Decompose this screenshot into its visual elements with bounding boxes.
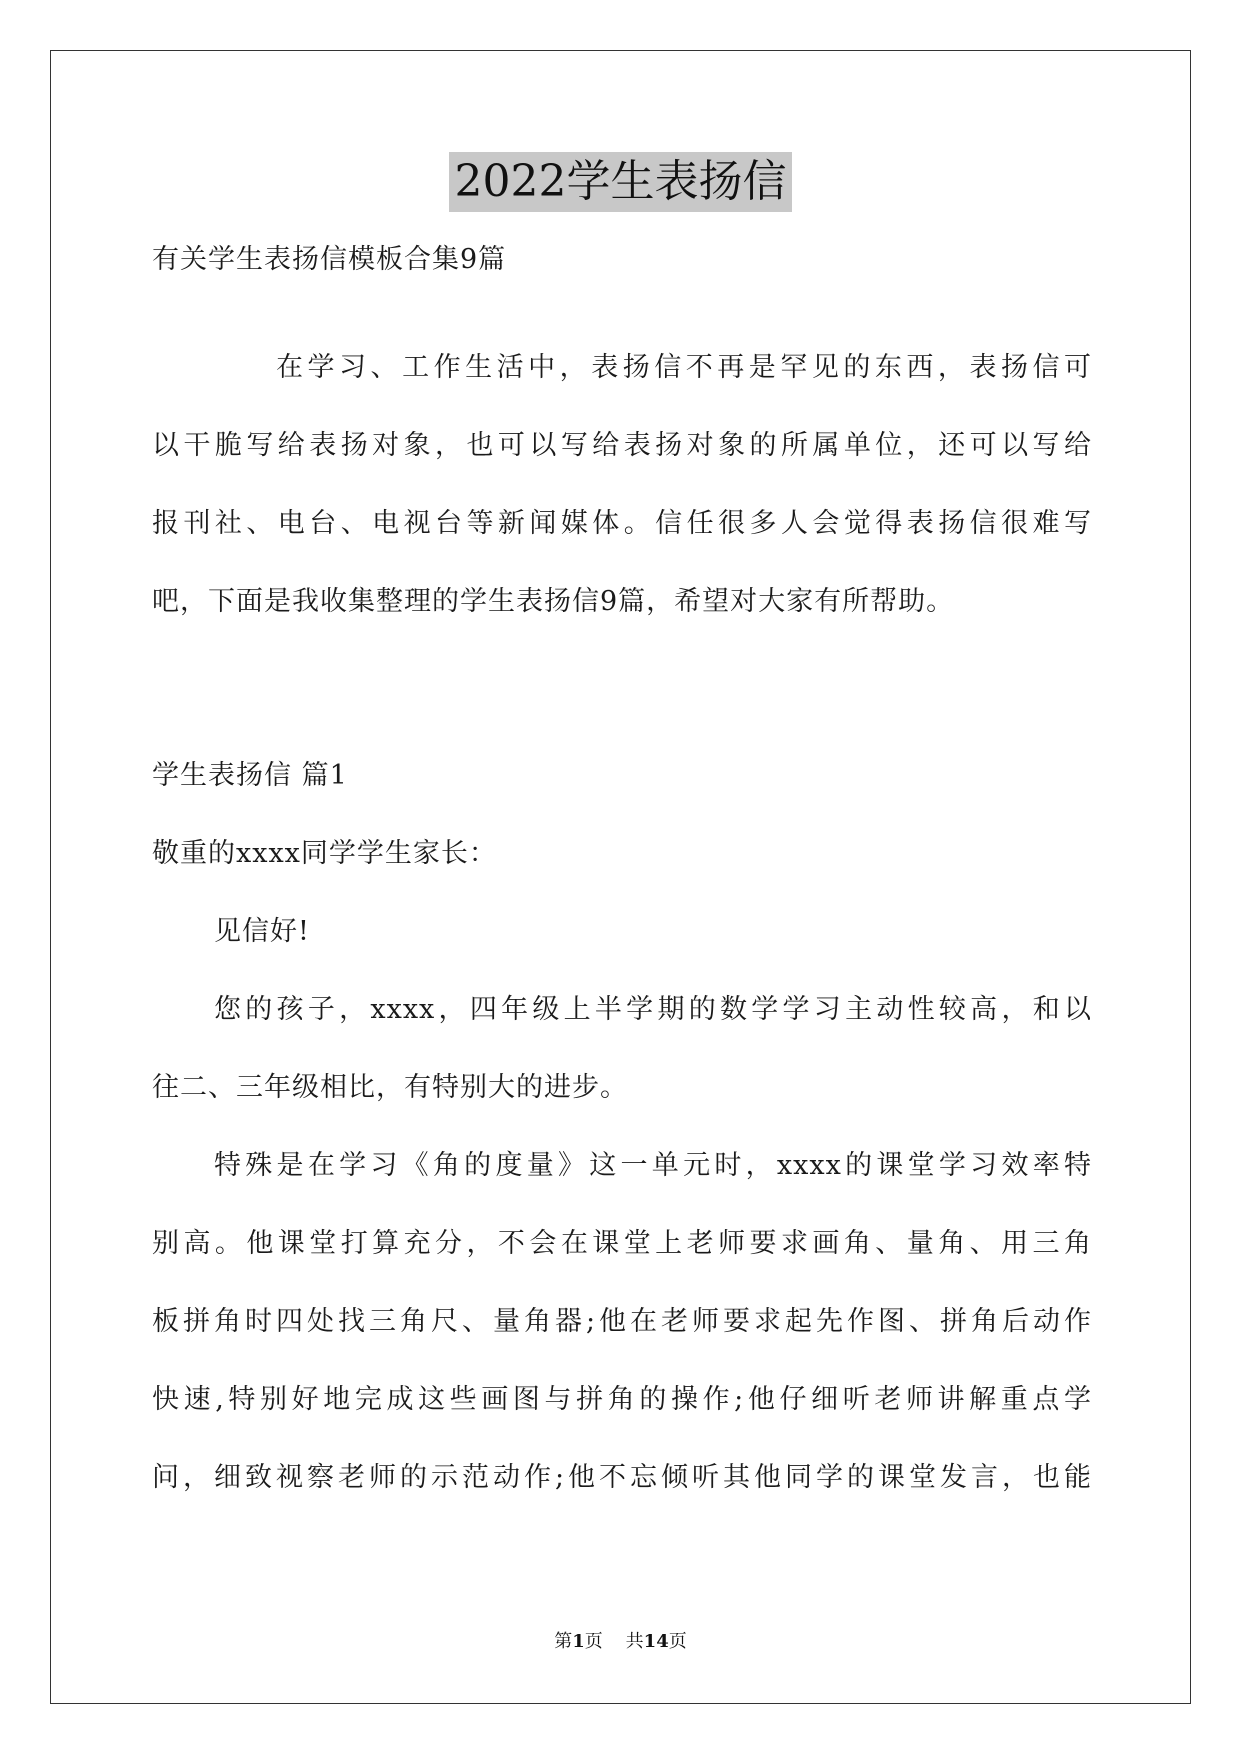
document-subtitle: 有关学生表扬信模板合集9篇 xyxy=(152,244,507,275)
intro-paragraph-line-2: 以干脆写给表扬对象，也可以写给表扬对象的所属单位，还可以写给 xyxy=(152,430,1092,461)
footer-total-pages: 14 xyxy=(643,1631,669,1652)
body-paragraph-2-line-4: 快速,特别好地完成这些画图与拼角的操作;他仔细听老师讲解重点学 xyxy=(152,1384,1092,1415)
body-paragraph-1-line-2: 往二、三年级相比，有特别大的进步。 xyxy=(152,1072,628,1103)
footer-suffix: 页 xyxy=(668,1631,687,1652)
section-heading: 学生表扬信 篇1 xyxy=(152,760,348,791)
letter-salutation: 敬重的xxxx同学学生家长： xyxy=(152,838,497,869)
letter-greeting: 见信好! xyxy=(214,916,310,947)
body-paragraph-2-line-3: 板拼角时四处找三角尺、量角器;他在老师要求起先作图、拼角后动作 xyxy=(152,1306,1092,1337)
body-paragraph-1-line-1: 您的孩子，xxxx，四年级上半学期的数学学习主动性较高，和以 xyxy=(214,994,1092,1025)
page-border xyxy=(50,50,1191,1704)
page-footer xyxy=(0,1630,1241,1654)
intro-paragraph-line-1: 在学习、工作生活中，表扬信不再是罕见的东西，表扬信可 xyxy=(276,352,1092,383)
body-paragraph-2-line-1: 特殊是在学习《角的度量》这一单元时，xxxx的课堂学习效率特 xyxy=(214,1150,1092,1181)
footer-prefix: 第 xyxy=(554,1631,573,1652)
document-title: 2022学生表扬信 xyxy=(449,152,793,212)
footer-mid: 页 共 xyxy=(584,1631,644,1652)
intro-paragraph-line-4: 吧，下面是我收集整理的学生表扬信9篇，希望对大家有所帮助。 xyxy=(152,586,955,617)
body-paragraph-2-line-5: 问，细致视察老师的示范动作;他不忘倾听其他同学的课堂发言，也能 xyxy=(152,1462,1092,1493)
title-container xyxy=(0,152,1241,212)
intro-paragraph-line-3: 报刊社、电台、电视台等新闻媒体。信任很多人会觉得表扬信很难写 xyxy=(152,508,1092,539)
footer-page-number: 1 xyxy=(572,1631,585,1652)
body-paragraph-2-line-2: 别高。他课堂打算充分，不会在课堂上老师要求画角、量角、用三角 xyxy=(152,1228,1092,1259)
